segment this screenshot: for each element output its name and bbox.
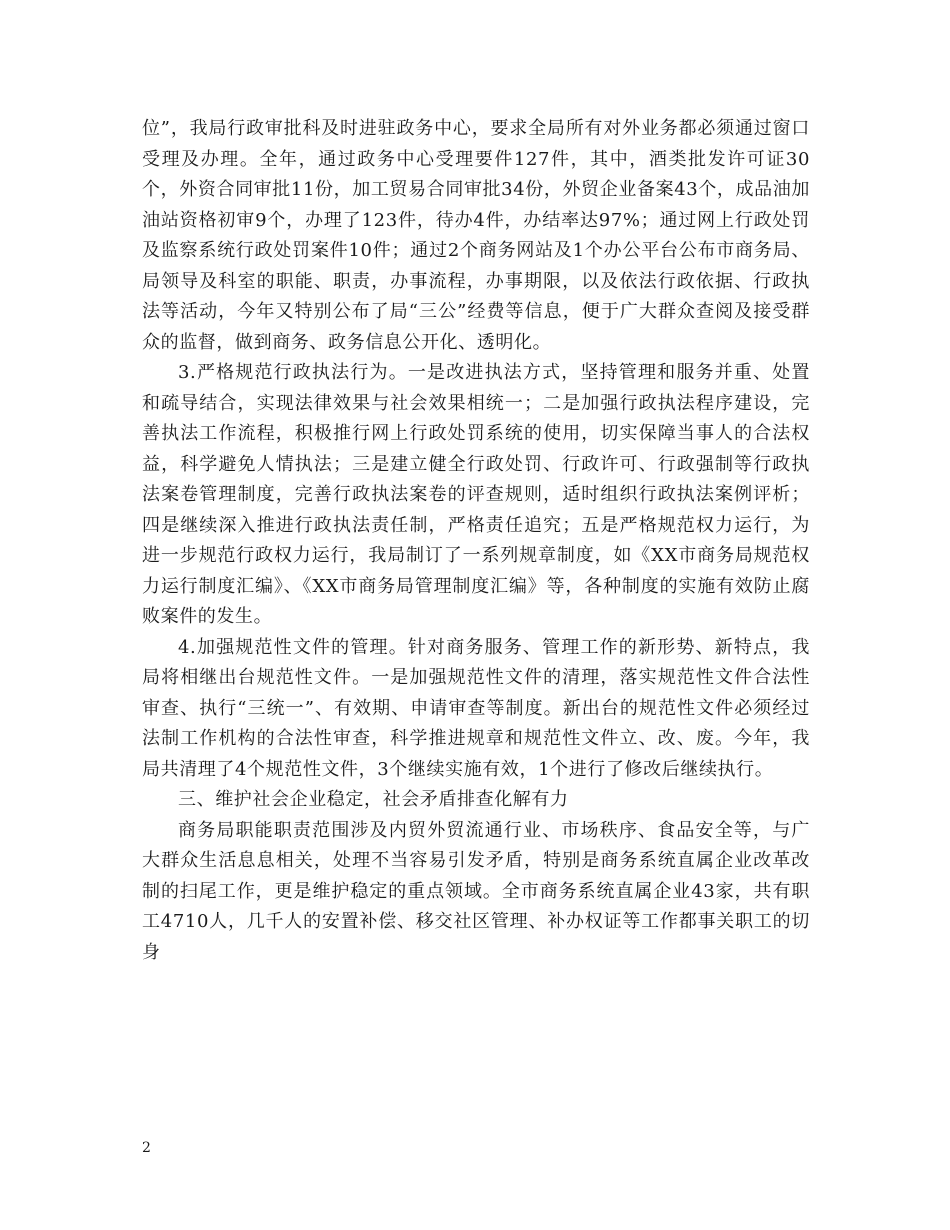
paragraph-law-enforcement: 3.严格规范行政执法行为。一是改进执法方式，坚持管理和服务并重、处置和疏导结合，实现法律效果与社会效果相统一；二是加强行政执法程序建设，完善执法工作流程，积极推行网上行政处罚系统的使用，切实保障当事人的合法权益，科学避免人情执法；三是建立健全行政处罚、行政许可、行政强制等行政执法案卷管理制度，完善行政执法案卷的评查规则，适时组织行政执法案例评析；四是继续深入推进行政执法责任制，严格责任追究；五是严格规范权力运行，为进一步规范行政权力运行，我局制订了一系列规章制度，如《XX市商务局规范权力运行制度汇编》、《XX市商务局管理制度汇编》等，各种制度的实施有效防止腐败案件的发生。: [142, 362, 810, 627]
page-number: 2: [142, 1140, 151, 1156]
document-body: [142, 114, 810, 968]
section-heading-stability: 三、维护社会企业稳定，社会矛盾排查化解有力: [178, 789, 569, 810]
paragraph-normative-documents: 4.加强规范性文件的管理。针对商务服务、管理工作的新形势、新特点，我局将相继出台规范性文件。一是加强规范性文件的清理，落实规范性文件合法性审查、执行“三统一”、有效期、申请审查等制度。新出台的规范性文件必须经过法制工作机构的合法性审查，科学推进规章和规范性文件立、改、废。今年，我局共清理了4个规范性文件，3个继续实施有效，1个进行了修改后继续执行。: [142, 636, 810, 780]
paragraph-social-stability: 商务局职能职责范围涉及内贸外贸流通行业、市场秩序、食品安全等，与广大群众生活息息相关，处理不当容易引发矛盾，特别是商务系统直属企业改革改制的扫尾工作，更是维护稳定的重点领域。全市商务系统直属企业43家，共有职工4710人，几千人的安置补偿、移交社区管理、补办权证等工作都事关职工的切身: [142, 819, 810, 963]
paragraph-administrative-approval: 位”，我局行政审批科及时进驻政务中心，要求全局所有对外业务都必须通过窗口受理及办理。全年，通过政务中心受理要件127件，其中，酒类批发许可证30个，外资合同审批11份，加工贸易合同审批34份，外贸企业备案43个，成品油加油站资格初审9个，办理了123件，待办4件，办结率达97%；通过网上行政处罚及监察系统行政处罚案件10件；通过2个商务网站及1个办公平台公布市商务局、局领导及科室的职能、职责，办事流程，办事期限，以及依法行政依据、行政执法等活动，今年又特别公布了局“三公”经费等信息，便于广大群众查阅及接受群众的监督，做到商务、政务信息公开化、透明化。: [142, 118, 810, 353]
